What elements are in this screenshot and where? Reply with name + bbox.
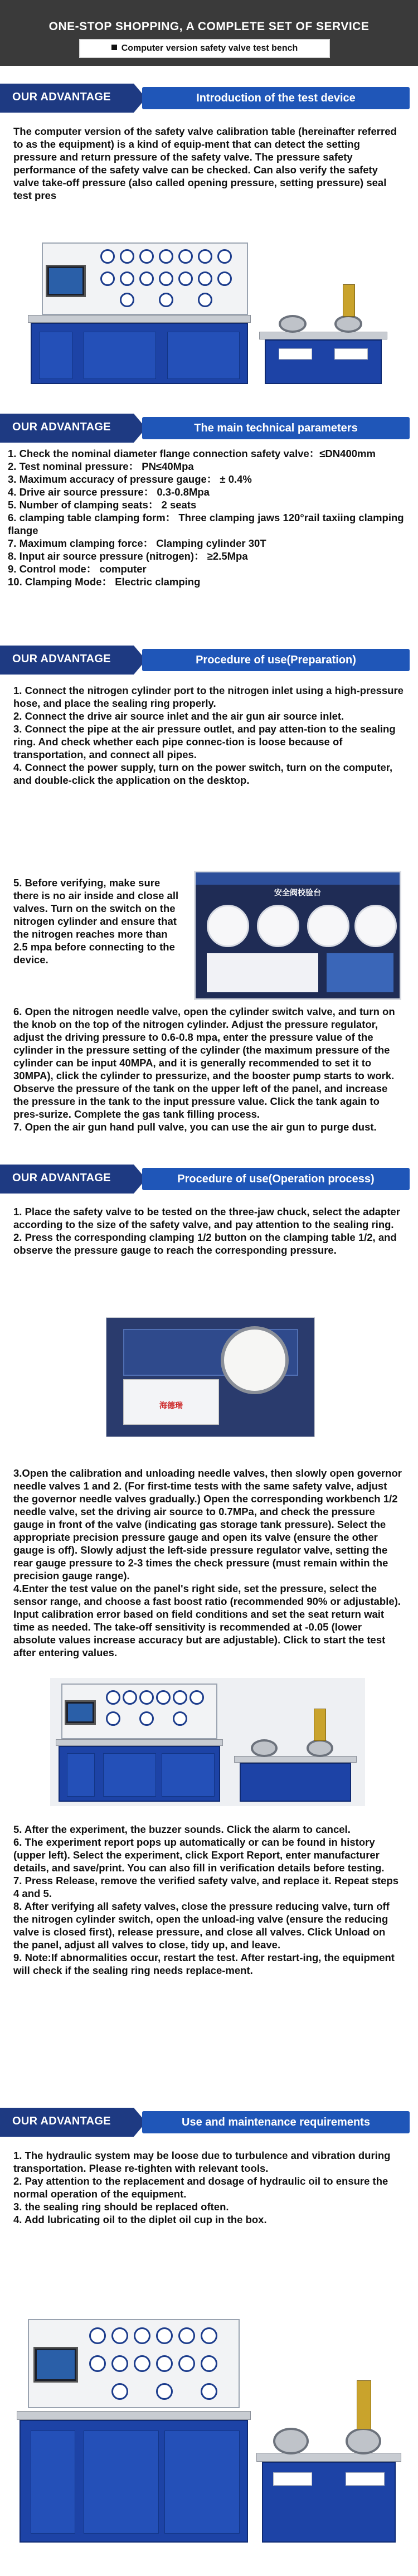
op-steps-3-4: 3.Open the calibration and unloading needle valves, then slowly open governor needle valves 1 and 2. (For first-time tests with the same safety valve, adjust the governor needle valves gradually.) Open the corresponding workbench 1/2 needle valve, set the driving air source to 0.7MPa, and check the pressure gauge in front of the valve (indicating gas storage tank pressure). Select the appropriate precision pressure gauge and open its valve (ensure the other gauge is off). Slowly adjust the left-side pressure regulator valve, setting the rear gauge pressure to 2-3 times the check pressure (must remain within the precision gauge range). 4.Enter the test value on the panel's right side, set the pressure, select the sensor range, and choose a fast boost ratio (recommended 90% or adjustable). Input calibration error based on field conditions and set the seat return wait time as needed. The take-off sensitivity is recommended at -0.05 (lower absolute values increase accuracy but are adjustable). Click to start the test after entering values. [13,1467,402,1658]
section-heading: Procedure of use(Operation process) [142,1168,410,1190]
chuck-icon [279,315,307,333]
param-line: 5. Number of clamping seats： 2 seats [8,499,197,511]
pressure-gauge-icon [221,1326,289,1394]
param-line: 7. Maximum clamping force： Clamping cylinder 30T [8,537,266,549]
param-line: 3. Maximum accuracy of pressure gauge： ± 0.4% [8,473,252,485]
params-list [8,447,409,588]
top-banner [0,0,418,66]
gauge-label-plate: 海德瑞 [123,1379,219,1425]
advantage-badge: OUR ADVANTAGE [0,1165,134,1194]
section-header-operation [0,1165,418,1194]
test-bench-photo-3 [11,2302,407,2564]
banner-title: ONE-STOP SHOPPING, A COMPLETE SET OF SERVICE [48,20,370,33]
banner-subtitle-box [79,39,330,58]
software-title: 安全阀校验台 [274,888,321,897]
test-bench-photo-1 [17,231,407,393]
param-line: 4. Drive air source pressure： 0.3-0.8Mpa [8,486,210,498]
advantage-badge: OUR ADVANTAGE [0,414,134,443]
section-heading: Procedure of use(Preparation) [142,649,410,671]
monitor-icon [46,265,86,297]
gauge-photo [106,1317,315,1437]
prep-steps-6-7: 6. Open the nitrogen needle valve, open the cylinder switch valve, and turn on the knob on the top of the nitrogen cylinder. Adjust the pressure regulator, adjust the driving pressure to 0.6-0.8 mpa, enter the pressure value of the cylinder in the pressure setting of the cylinder (the maximum pressure of the cylinder can be input 40MPA, and it is generally recommended to set it to 30MPA), click the cylinder to pressurize, and the booster pump starts to work. Observe the pressure of the tank on the upper left of the panel, and increase the pressure in the tank to the input pressure value. Click the tank again to pres-surize. Complete the gas tank filling process. 7. Open the air gun hand pull valve, you can use the air gun to purge dust. [13,1006,395,1133]
section-header-prep [0,646,418,675]
software-screenshot [194,871,401,1000]
section-header-maintenance [0,2108,418,2137]
section-heading: The main technical parameters [142,417,410,439]
param-line: 8. Input air source pressure (nitrogen)： ≥2.5Mpa [8,550,248,562]
section-heading: Use and maintenance requirements [142,2111,410,2133]
maintenance-list: 1. The hydraulic system may be loose due to turbulence and vibration during transportation. Please re-tighten with relevant tools. 2. Pay attention to the replacement and dosage of hydraulic oil to ensure the normal operation of the equipment. 3. the sealing ring should be replaced often. 4. Add lubricating oil to the diplet oil cup in the box. [13,2150,391,2225]
banner-subtitle: Computer version safety valve test bench [121,43,298,53]
param-line: 2. Test nominal pressure： PN≤40Mpa [8,460,194,472]
advantage-badge: OUR ADVANTAGE [0,2108,134,2137]
section-header-params [0,414,418,443]
param-line: 10. Clamping Mode： Electric clamping [8,576,201,588]
bullet-icon [111,45,117,50]
op-steps-5-9: 5. After the experiment, the buzzer sounds. Click the alarm to cancel. 6. The experiment report pops up automatically or can be found in history (upper left). Select the experiment, click Export Report, enter manufacturer details, and save/print. You can also fill in verification details before testing. 7. Press Release, remove the verified safety valve, and replace it. Repeat steps 4 and 5. 8. After verifying all safety valves, close the pressure reducing valve, turn off the nitrogen cylinder switch, open the unload-ing valve (ensure the reducing valve is closed first), release pressure, and close all valves. Click Unload on the panel, adjust all valves to close, tidy up, and leave. 9. Note:If abnormalities occur, restart the test. After restart-ing, the equipment will check if the sealing ring needs replace-ment. [13,1823,399,1976]
intro-text: The computer version of the safety valve calibration table (hereinafter referred to as the equipment) is a kind of equip-ment that can detect the setting pressure and return pressure of the safety valve. The pressure safety performance of the safety valve can be checked. Can also verify the safety valve take-off pressure (also called opening pressure, setting pressure) seal test pres [13,125,397,201]
advantage-badge: OUR ADVANTAGE [0,84,134,113]
test-bench-photo-2 [50,1678,365,1806]
prep-steps-1-4: 1. Connect the nitrogen cylinder port to the nitrogen inlet using a high-pressure hose, and place the sealing ring properly. 2. Connect the drive air source inlet and the air gun air source inlet. 3. Connect the pipe at the air pressure outlet, and pay atten-tion to the sealing ring. And check whether each pipe connec-tion is loose because of transportation, and connect all pipes. 4. Connect the power supply, turn on the power switch, turn on the computer, and double-click the application on the desktop. [13,685,404,786]
advantage-badge: OUR ADVANTAGE [0,646,134,675]
section-heading: Introduction of the test device [142,87,410,109]
prep-step-5: 5. Before verifying, make sure there is no air inside and close all valves. Turn on the switch on the nitrogen cylinder and ensure that the nitrogen reaches more than 2.5 mpa before connecting to the device. [13,877,179,966]
param-line: 9. Control mode： computer [8,563,147,575]
op-steps-1-2: 1. Place the safety valve to be tested on the three-jaw chuck, select the adapter according to the size of the safety valve, and pay attention to the sealing ring. 2. Press the corresponding clamping 1/2 button on the clamping table 1/2, and observe the pressure gauge to reach the corresponding pressure. [13,1206,401,1256]
param-line: 1. Check the nominal diameter flange connection safety valve：≤DN400mm [8,448,376,459]
valve-icon [343,284,355,317]
param-line: 6. clamping table clamping form： Three clamping jaws 120°rail taxiing clamping flange [8,512,404,536]
section-header-intro [0,84,418,113]
